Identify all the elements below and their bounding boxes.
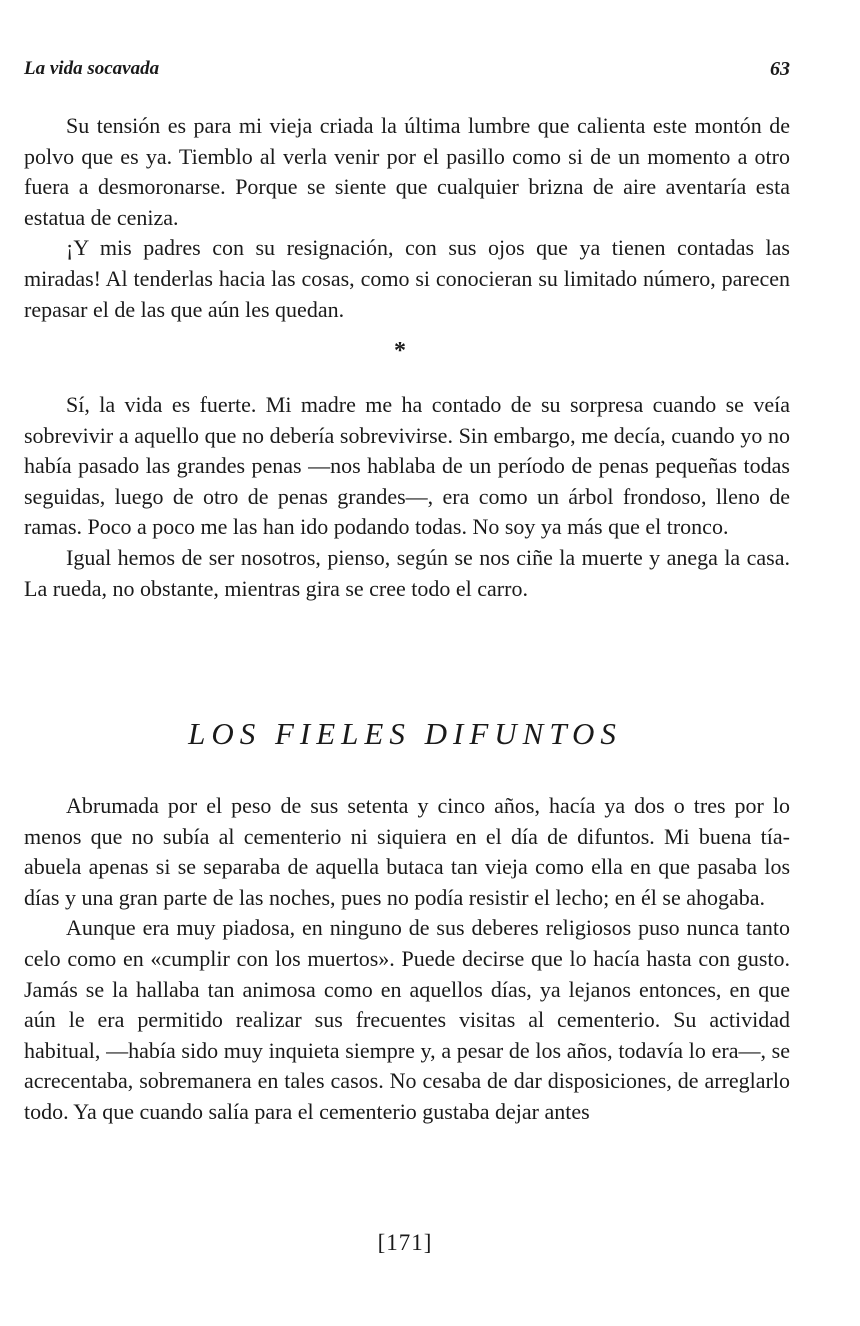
- folio-number: 63: [770, 58, 790, 80]
- running-header: [24, 58, 790, 88]
- chapter-text: [24, 791, 790, 1128]
- paragraph: Igual hemos de ser nosotros, pienso, según se nos ciñe la muerte y anega la casa. La rueda, no obstante, mientras gira se cree todo el carro.: [24, 544, 790, 601]
- section-separator: *: [394, 338, 406, 364]
- chapter-title: LOS FIELES DIFUNTOS: [188, 716, 622, 751]
- running-title: La vida socavada: [24, 58, 160, 79]
- section-2-text: [24, 390, 790, 604]
- page-number: [171]: [377, 1230, 433, 1255]
- paragraph: Su tensión es para mi vieja criada la última lumbre que calienta este montón de polvo que es ya. Tiemblo al verla venir por el pasillo como si de un momento a otro fuera a desmoronarse. Porque se siente que cualquier brizna de aire aventaría esta estatua de ceniza.: [24, 113, 790, 230]
- paragraph: Aunque era muy piadosa, en ninguno de sus deberes religiosos puso nunca tanto celo como en «cumplir con los muertos». Puede decirse que lo hacía hasta con gusto. Jamás se la hallaba tan animosa como en aquellos días, ya lejanos entonces, en que aún le era permitido realizar sus frecuentes visitas al cementerio. Su actividad habitual, —había sido muy inquieta siempre y, a pesar de los años, todavía lo era—, se acrecentaba, sobremanera en tales casos. No cesaba de dar disposiciones, de arreglarlo todo. Ya que cuando salía para el cementerio gustaba dejar antes: [24, 915, 790, 1124]
- paragraph: ¡Y mis padres con su resignación, con sus ojos que ya tienen contadas las miradas! Al tenderlas hacia las cosas, como si conocieran su limitado número, parecen repasar el de las que aún les quedan.: [24, 235, 790, 322]
- paragraph: Abrumada por el peso de sus setenta y cinco años, hacía ya dos o tres por lo menos que no subía al cementerio ni siquiera en el día de difuntos. Mi buena tía-abuela apenas si se separaba de aquella butaca tan vieja como ella en que pasaba los días y una gran parte de las noches, pues no podía resistir el lecho; en él se ahogaba.: [24, 793, 790, 910]
- section-1-text: [24, 111, 790, 325]
- paragraph: Sí, la vida es fuerte. Mi madre me ha contado de su sorpresa cuando se veía sobrevivir a aquello que no debería sobrevivirse. Sin embargo, me decía, cuando yo no había pasado las grandes penas —nos hablaba de un período de penas pequeñas todas seguidas, luego de otro de penas grandes—, era como un árbol frondoso, lleno de ramas. Poco a poco me las han ido podando todas. No soy ya más que el tronco.: [24, 392, 790, 540]
